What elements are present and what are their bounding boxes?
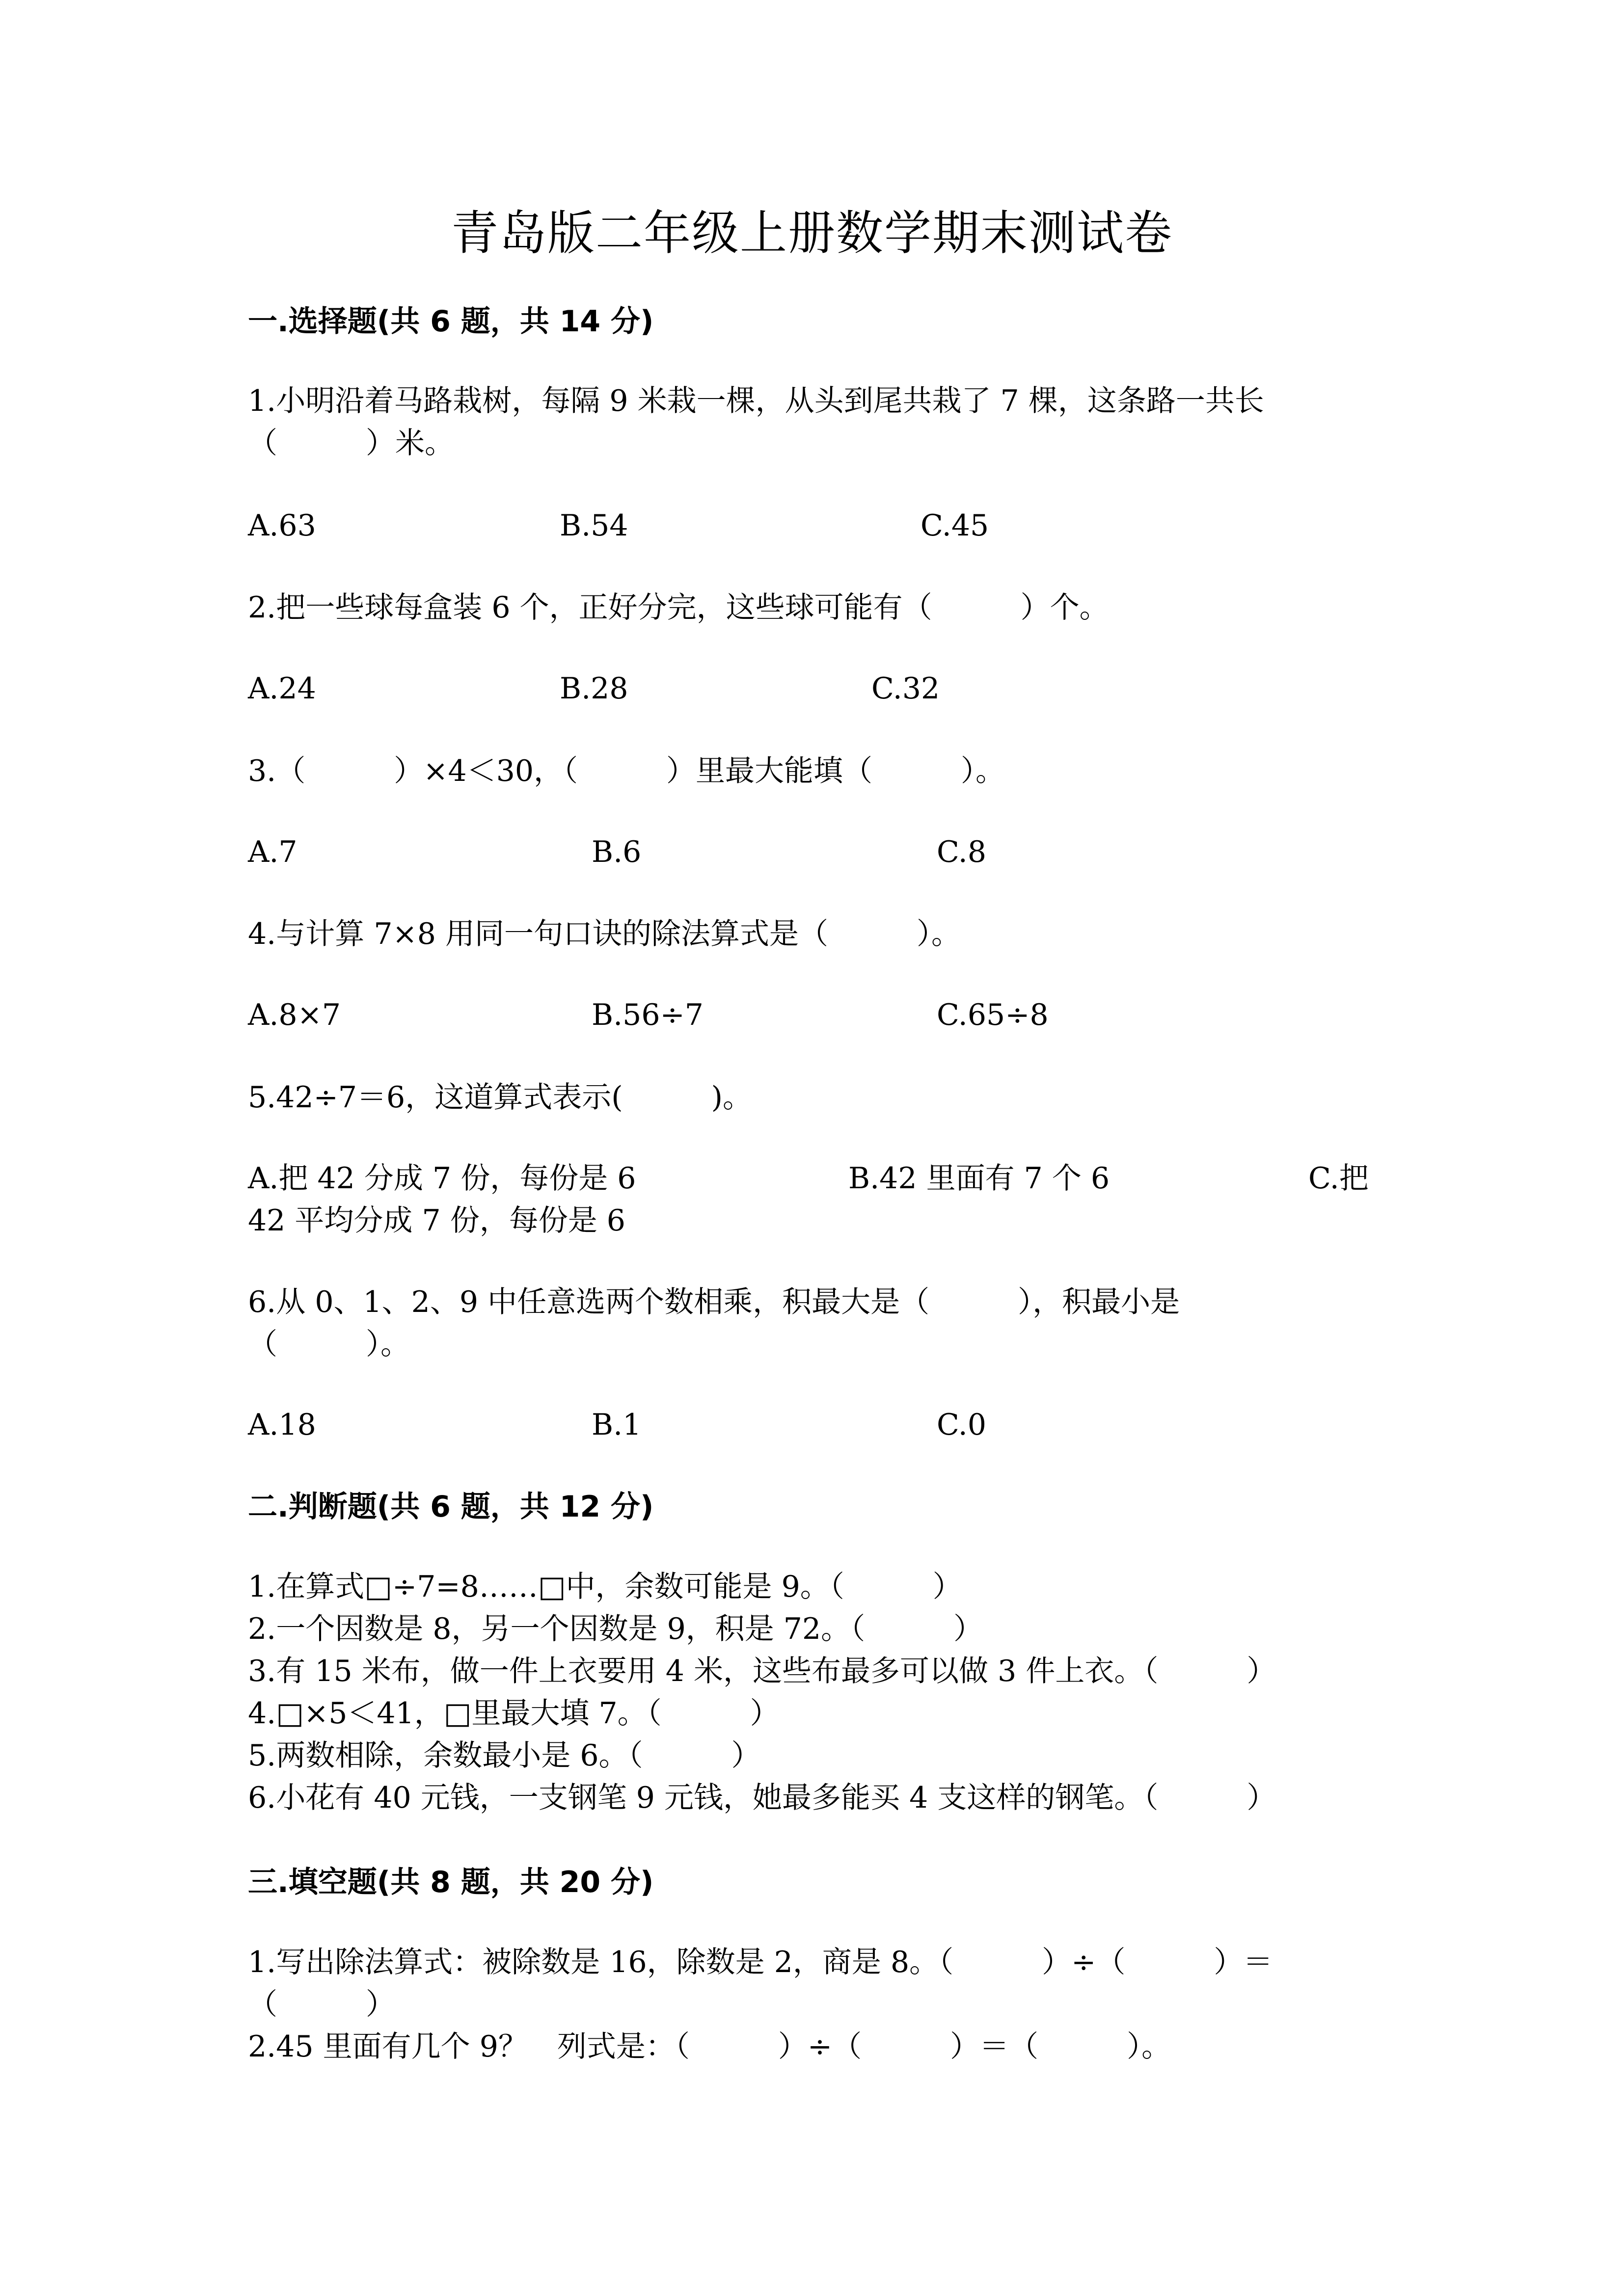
option-a: A.把 42 分成 7 份，每份是 6 — [248, 1161, 636, 1196]
option-b: B.56÷7 — [592, 998, 704, 1032]
option-a: A.63 — [248, 508, 316, 543]
option-a: A.8×7 — [248, 998, 341, 1032]
option-a: A.18 — [248, 1408, 316, 1442]
question-2: 2.把一些球每盒装 6 个，正好分完，这些球可能有（ ）个。 — [248, 590, 1109, 625]
option-b: B.28 — [560, 671, 628, 706]
section-heading-judgement: 二.判断题(共 6 题，共 12 分) — [248, 1490, 654, 1524]
question-4: 4.与计算 7×8 用同一句口诀的除法算式是（ ）。 — [248, 917, 961, 951]
option-a: A.7 — [248, 835, 298, 869]
judgement-item-6: 6.小花有 40 元钱，一支钢笔 9 元钱，她最多能买 4 支这样的钢笔。（ ） — [248, 1781, 1276, 1815]
option-a: A.24 — [248, 671, 316, 706]
fill-question-1-line-1: 1.写出除法算式：被除数是 16，除数是 2，商是 8。（ ）÷（ ）＝ — [248, 1945, 1273, 1979]
question-3: 3.（ ）×4＜30，（ ）里最大能填（ ）。 — [248, 754, 1005, 788]
judgement-item-1: 1.在算式□÷7=8……□中，余数可能是 9。（ ） — [248, 1570, 962, 1604]
option-c: C.把 — [1308, 1161, 1369, 1196]
judgement-item-3: 3.有 15 米布，做一件上衣要用 4 米，这些布最多可以做 3 件上衣。（ ） — [248, 1654, 1276, 1688]
fill-question-1-line-2: （ ） — [248, 1987, 395, 2022]
question-5: 5.42÷7＝6，这道算式表示( )。 — [248, 1080, 753, 1115]
option-c: C.8 — [937, 835, 987, 869]
option-b: B.1 — [592, 1408, 642, 1442]
question-1-line-2: （ ）米。 — [248, 426, 454, 460]
option-c-continued: 42 平均分成 7 份，每份是 6 — [248, 1203, 625, 1238]
option-c: C.65÷8 — [937, 998, 1049, 1032]
judgement-item-4: 4.□×5＜41，□里最大填 7。（ ） — [248, 1696, 780, 1731]
section-heading-choice: 一.选择题(共 6 题，共 14 分) — [248, 304, 654, 339]
option-b: B.54 — [560, 508, 628, 543]
option-c: C.32 — [871, 671, 940, 706]
judgement-item-2: 2.一个因数是 8，另一个因数是 9，积是 72。（ ） — [248, 1612, 983, 1646]
option-b: B.42 里面有 7 个 6 — [848, 1161, 1110, 1196]
question-1-line-1: 1.小明沿着马路栽树，每隔 9 米栽一棵，从头到尾共栽了 7 棵，这条路一共长 — [248, 384, 1264, 418]
question-6-line-2: （ ）。 — [248, 1327, 410, 1362]
section-heading-fill-in: 三.填空题(共 8 题，共 20 分) — [248, 1865, 654, 1899]
judgement-item-5: 5.两数相除，余数最小是 6。（ ） — [248, 1738, 761, 1773]
option-c: C.45 — [920, 508, 989, 543]
fill-question-2: 2.45 里面有几个 9？ 列式是：（ ）÷（ ）＝（ ）。 — [248, 2029, 1171, 2064]
option-b: B.6 — [592, 835, 642, 869]
option-c: C.0 — [937, 1408, 987, 1442]
question-6-line-1: 6.从 0、1、2、9 中任意选两个数相乘，积最大是（ ），积最小是 — [248, 1285, 1180, 1319]
page-title: 青岛版二年级上册数学期末测试卷 — [451, 206, 1173, 261]
